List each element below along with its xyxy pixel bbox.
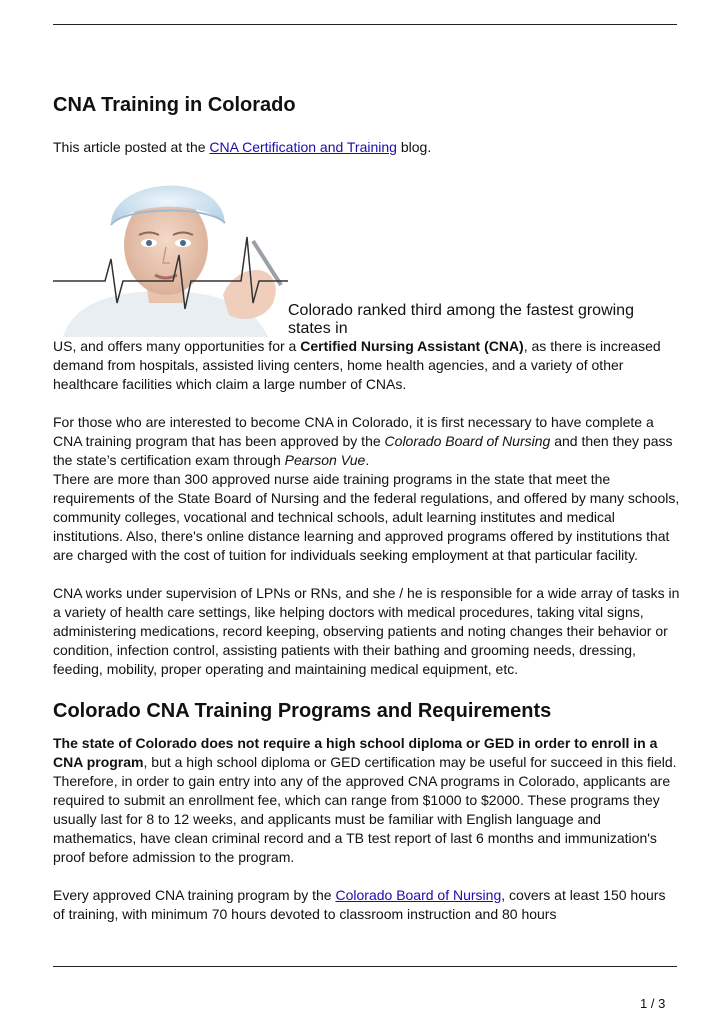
para1-bold: Certified Nursing Assistant (CNA) xyxy=(300,338,524,354)
para1-first-line: Colorado ranked third among the fastest growing states in xyxy=(288,302,634,337)
section-heading: Colorado CNA Training Programs and Requirements xyxy=(53,700,552,722)
para-duties: CNA works under supervision of LPNs or RNs, and she / he is responsible for a wide array of tasks in a variety of health care settings, like helping doctors with medical procedures, taking vital signs, administering medications, record keeping, observing patients and noting changes their behavior or condition, infection control, assisting patients with their bathing and grooming needs, dressing, feeding, mobility, proper operating and maintaining medical equipment, etc. xyxy=(53,585,680,677)
para-training-hours xyxy=(53,886,680,924)
photo-row xyxy=(53,163,680,337)
para1-text-b: , as there is increased demand from hospitals, assisted living centers, home health agencies, and a variety of other healthcare facilities which claim a large number of CNAs. xyxy=(53,338,661,392)
para2-text-b: and then they pass the state’s certification exam through xyxy=(53,433,673,468)
para2-italic-b: Pearson Vue xyxy=(284,452,366,468)
top-rule xyxy=(53,24,677,25)
intro-prefix: This article posted at the xyxy=(53,139,210,155)
para-growth xyxy=(53,337,680,394)
intro-line xyxy=(53,138,680,157)
para-requirements xyxy=(53,413,680,470)
intro-suffix: blog. xyxy=(396,139,432,155)
para6-text-a: Every approved CNA training program by the xyxy=(53,887,336,903)
para5-text: , but a high school diploma or GED certification may be useful for succeed in this field. Therefore, in order to gain entry into any of the approved CNA programs in Colorado, applicants are required to submit an enrollment fee, which can range from $1000 to $2000. These programs they usually last for 8 to 12 weeks, and applicants must be familiar with English language and mathematics, have clean criminal record and a TB test report of last 6 months and immunization's proof before admission to the program. xyxy=(53,754,677,865)
article xyxy=(53,93,680,924)
para5-bold: The state of Colorado does not require a high school diploma or GED in order to enroll in a CNA program xyxy=(53,735,658,770)
para-enrollment xyxy=(53,734,680,867)
blog-link[interactable]: CNA Certification and Training xyxy=(209,139,397,155)
para-programs: There are more than 300 approved nurse aide training programs in the state that meet the requirements of the State Board of Nursing and the federal regulations, and offered by many schools, community colleges, vocational and technical schools, adult learning institutes and medical institutions. Also, there's online distance learning and approved programs offered by institutions that are charged with the cost of tuition for individuals seeking employment at that particular facility. xyxy=(53,471,680,563)
board-of-nursing-link[interactable]: Colorado Board of Nursing xyxy=(335,887,502,903)
para6-text-b: , covers at least 150 hours of training, with minimum 70 hours devoted to classroom instruction and 80 hours xyxy=(53,887,666,922)
page-number: 1 / 3 xyxy=(640,996,666,1011)
para2-text-c: . xyxy=(365,452,370,468)
para2-italic-a: Colorado Board of Nursing xyxy=(384,433,551,449)
para2-text-a: For those who are interested to become CNA in Colorado, it is first necessary to have complete a CNA training program that has been approved by the xyxy=(53,414,654,449)
nurse-photo xyxy=(53,163,288,337)
page-title: CNA Training in Colorado xyxy=(53,94,296,116)
para1-text-a: US, and offers many opportunities for a xyxy=(53,338,301,354)
bottom-rule xyxy=(53,966,677,967)
